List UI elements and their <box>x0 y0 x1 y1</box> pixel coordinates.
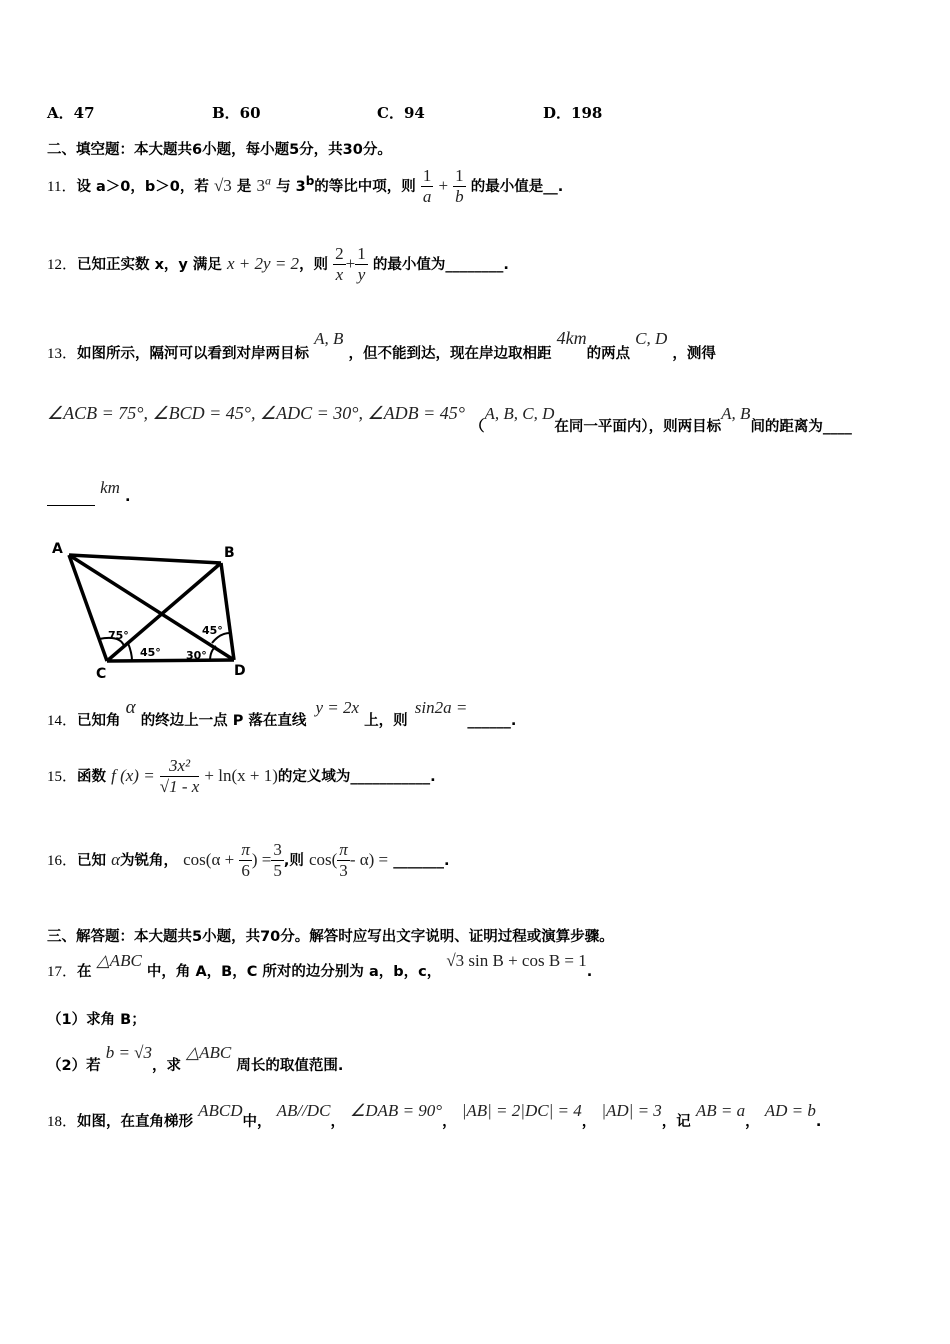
q17-part-1: （1）求角 B； <box>47 1012 146 1028</box>
q11-text-4: 的等比中项，则 <box>314 179 416 195</box>
q16-cos-1: cos(α + <box>183 850 235 869</box>
q18-vector-b: AD = b <box>764 1101 816 1120</box>
section-3-heading: 三、解答题：本大题共5小题，共70分。解答时应写出文字说明、证明过程或演算步骤。 <box>47 929 614 945</box>
q11-text-2: 是 <box>236 179 252 195</box>
q17-part-2 <box>47 1042 343 1076</box>
q17-part-2-text-3: 周长的取值范围. <box>236 1058 344 1074</box>
q16-three: 3 <box>339 861 348 880</box>
q12-text-2: ，则 <box>299 257 329 273</box>
q16-text-3: ,则 <box>283 853 304 869</box>
q17-triangle: △ABC <box>96 951 142 970</box>
angle-label-acb: 75° <box>108 629 129 642</box>
option-b: B．60 <box>212 104 261 122</box>
q13-targets-ab-2: A, B <box>721 404 751 423</box>
q17-period: . <box>586 964 593 980</box>
q18-period: . <box>815 1114 822 1130</box>
q14-text-4: ______. <box>467 713 517 729</box>
q12-f2-den: y <box>357 265 366 284</box>
q12-plus: + <box>345 254 356 273</box>
question-number: 14． <box>47 713 78 729</box>
question-number: 11． <box>47 179 77 195</box>
q11-fraction-1 <box>421 166 434 207</box>
q16-pi-1: π <box>241 840 250 859</box>
angle-label-adc: 30° <box>186 649 207 662</box>
q14-text-3: 上，则 <box>364 713 408 729</box>
angle-label-bcd: 45° <box>140 646 161 659</box>
q11-text-3 <box>276 174 315 195</box>
question-number: 16． <box>47 853 78 869</box>
section-2-heading: 二、填空题：本大题共6小题，每小题5分，共30分。 <box>47 142 392 158</box>
question-number: 18． <box>47 1114 78 1130</box>
q13-points-abcd: A, B, C, D <box>484 404 555 423</box>
q12-text-1: 已知正实数 x，y 满足 <box>77 257 222 273</box>
q13-text-5: （ <box>470 419 485 435</box>
q12-equation: x + 2y = 2 <box>227 254 300 273</box>
q13-angle-measures: ∠ACB = 75°, ∠BCD = 45°, ∠ADC = 30°, ∠ADB = 45° <box>47 403 465 423</box>
q14-line-equation: y = 2x <box>315 698 360 717</box>
q18-comma-3: ， <box>581 1114 597 1130</box>
q16-alpha: α <box>111 850 121 869</box>
q11-text-3a: 与 3 <box>276 179 306 195</box>
q18-ad-length: |AD| = 3 <box>601 1101 662 1120</box>
quadrilateral-figure <box>40 535 270 685</box>
q12-f1-num: 2 <box>335 244 344 263</box>
q11-text-3-exp: b <box>305 174 315 189</box>
q11-text-5: 的最小值是__. <box>470 179 564 195</box>
q18-text-3: ，记 <box>661 1114 691 1130</box>
q11-fraction-2 <box>453 166 466 207</box>
option-a: A．47 <box>47 104 95 122</box>
q13-text-2: ，但不能到达，现在岸边取相距 <box>348 346 552 362</box>
q14-alpha: α <box>125 697 136 718</box>
q13-text-3: 的两点 <box>586 346 631 362</box>
question-14 <box>47 697 516 737</box>
q15-text-2: 的定义域为___________. <box>277 769 436 785</box>
question-13-line-2 <box>47 403 852 435</box>
q11-plus: + <box>438 176 449 195</box>
q16-end: - α) = <box>349 850 389 869</box>
q12-fraction-2 <box>355 244 368 285</box>
option-c: C．94 <box>377 104 425 122</box>
q16-cos-2: cos( <box>308 850 338 869</box>
diagonal-ad <box>69 555 234 660</box>
q15-fraction <box>160 756 200 797</box>
q13-period: . <box>125 489 131 505</box>
q14-text-2: 的终边上一点 P 落在直线 <box>140 713 307 729</box>
q16-text-2: 为锐角， <box>120 853 179 869</box>
q15-numerator: 3x² <box>160 756 200 777</box>
q14-text-1: 已知角 <box>77 713 121 729</box>
q17-part-2-condition: b = √3 <box>105 1043 152 1062</box>
q17-text-2: 中，角 A，B，C 所对的边分别为 a，b，c， <box>146 964 442 980</box>
q14-expression: sin2a = <box>414 698 468 717</box>
question-17 <box>47 950 592 982</box>
segment-dc <box>107 660 234 661</box>
q15-rhs: + ln(x + 1) <box>204 766 278 785</box>
question-13-line-1 <box>47 328 716 368</box>
q12-f1-den: x <box>335 265 344 284</box>
q16-pi-over-6 <box>239 840 252 881</box>
q18-text-1: 如图，在直角梯形 <box>77 1114 194 1130</box>
q18-comma-4: ， <box>745 1114 760 1130</box>
q12-f2-num: 1 <box>357 244 366 263</box>
q13-text-7: 间的距离为____ <box>750 419 852 435</box>
q17-part-2-triangle: △ABC <box>186 1043 232 1062</box>
q11-f2-num: 1 <box>455 166 464 185</box>
q13-unit: km <box>100 478 120 497</box>
q11-power-exp: a <box>264 173 271 188</box>
q16-text-1: 已知 <box>77 853 107 869</box>
angle-label-adb: 45° <box>202 624 223 637</box>
q15-lhs: f (x) = <box>111 766 155 785</box>
option-d: D．198 <box>543 104 603 122</box>
q16-equals-1: ) = <box>251 850 272 869</box>
q12-fraction-1 <box>333 244 346 285</box>
q13-distance: 4km <box>556 328 587 348</box>
q11-f1-num: 1 <box>422 166 432 185</box>
q15-denominator: √1 - x <box>159 777 200 796</box>
q16-pi-over-3 <box>337 840 350 881</box>
q11-text-1: 设 a＞0，b＞0，若 <box>76 179 209 195</box>
question-number: 15． <box>47 769 78 785</box>
diagonal-cb <box>107 563 221 661</box>
segment-ca <box>69 555 107 661</box>
label-d: D <box>234 663 246 679</box>
q17-part-2-text-1: （2）若 <box>47 1058 101 1074</box>
question-18 <box>47 1100 821 1134</box>
question-13-line-3 <box>47 478 131 514</box>
label-a: A <box>52 541 63 557</box>
q11-power-base: 3 <box>256 176 265 195</box>
q18-lengths: |AB| = 2|DC| = 4 <box>461 1101 582 1120</box>
question-16 <box>47 840 450 881</box>
q13-text-1: 如图所示，隔河可以看到对岸两目标 <box>77 346 310 362</box>
q18-comma-1: ， <box>330 1114 345 1130</box>
q18-parallel: AB//DC <box>276 1101 331 1120</box>
q16-value-num: 3 <box>273 840 282 859</box>
q13-points-cd: C, D <box>635 329 668 348</box>
q16-value-den: 5 <box>273 861 282 880</box>
q13-text-4: ，测得 <box>672 346 716 362</box>
q11-f2-den: b <box>455 187 464 206</box>
q16-six: 6 <box>241 861 250 880</box>
label-b: B <box>224 545 235 561</box>
q17-text-1: 在 <box>77 964 92 980</box>
q18-text-2: 中， <box>242 1114 272 1130</box>
question-11 <box>47 166 563 207</box>
q17-equation: √3 sin B + cos B = 1 <box>446 951 587 970</box>
q13-answer-blank <box>47 478 95 506</box>
q11-f1-den: a <box>422 187 432 206</box>
q13-targets-ab: A, B <box>314 329 344 348</box>
question-15 <box>47 756 436 797</box>
arc-bcd <box>128 643 132 661</box>
q17-part-2-text-2: ，求 <box>152 1058 181 1074</box>
q15-text-1: 函数 <box>77 769 107 785</box>
q18-vector-a: AB = a <box>695 1101 746 1120</box>
segment-ab <box>69 555 221 563</box>
q18-angle: ∠DAB = 90° <box>350 1101 443 1120</box>
q12-text-3: 的最小值为________. <box>372 257 509 273</box>
question-number: 17． <box>47 964 78 980</box>
question-number: 12． <box>47 257 78 273</box>
q11-power <box>256 173 271 195</box>
question-12 <box>47 244 509 285</box>
label-c: C <box>96 666 107 682</box>
segment-bd <box>221 563 234 660</box>
q16-value <box>271 840 284 881</box>
q16-text-4: _______. <box>393 853 450 869</box>
q13-text-6: 在同一平面内），则两目标 <box>554 419 722 435</box>
q18-trapezoid: ABCD <box>198 1101 243 1120</box>
q18-comma-2: ， <box>442 1114 457 1130</box>
question-number: 13． <box>47 346 78 362</box>
q11-sqrt3: √3 <box>213 176 232 195</box>
q16-pi-2: π <box>339 840 348 859</box>
